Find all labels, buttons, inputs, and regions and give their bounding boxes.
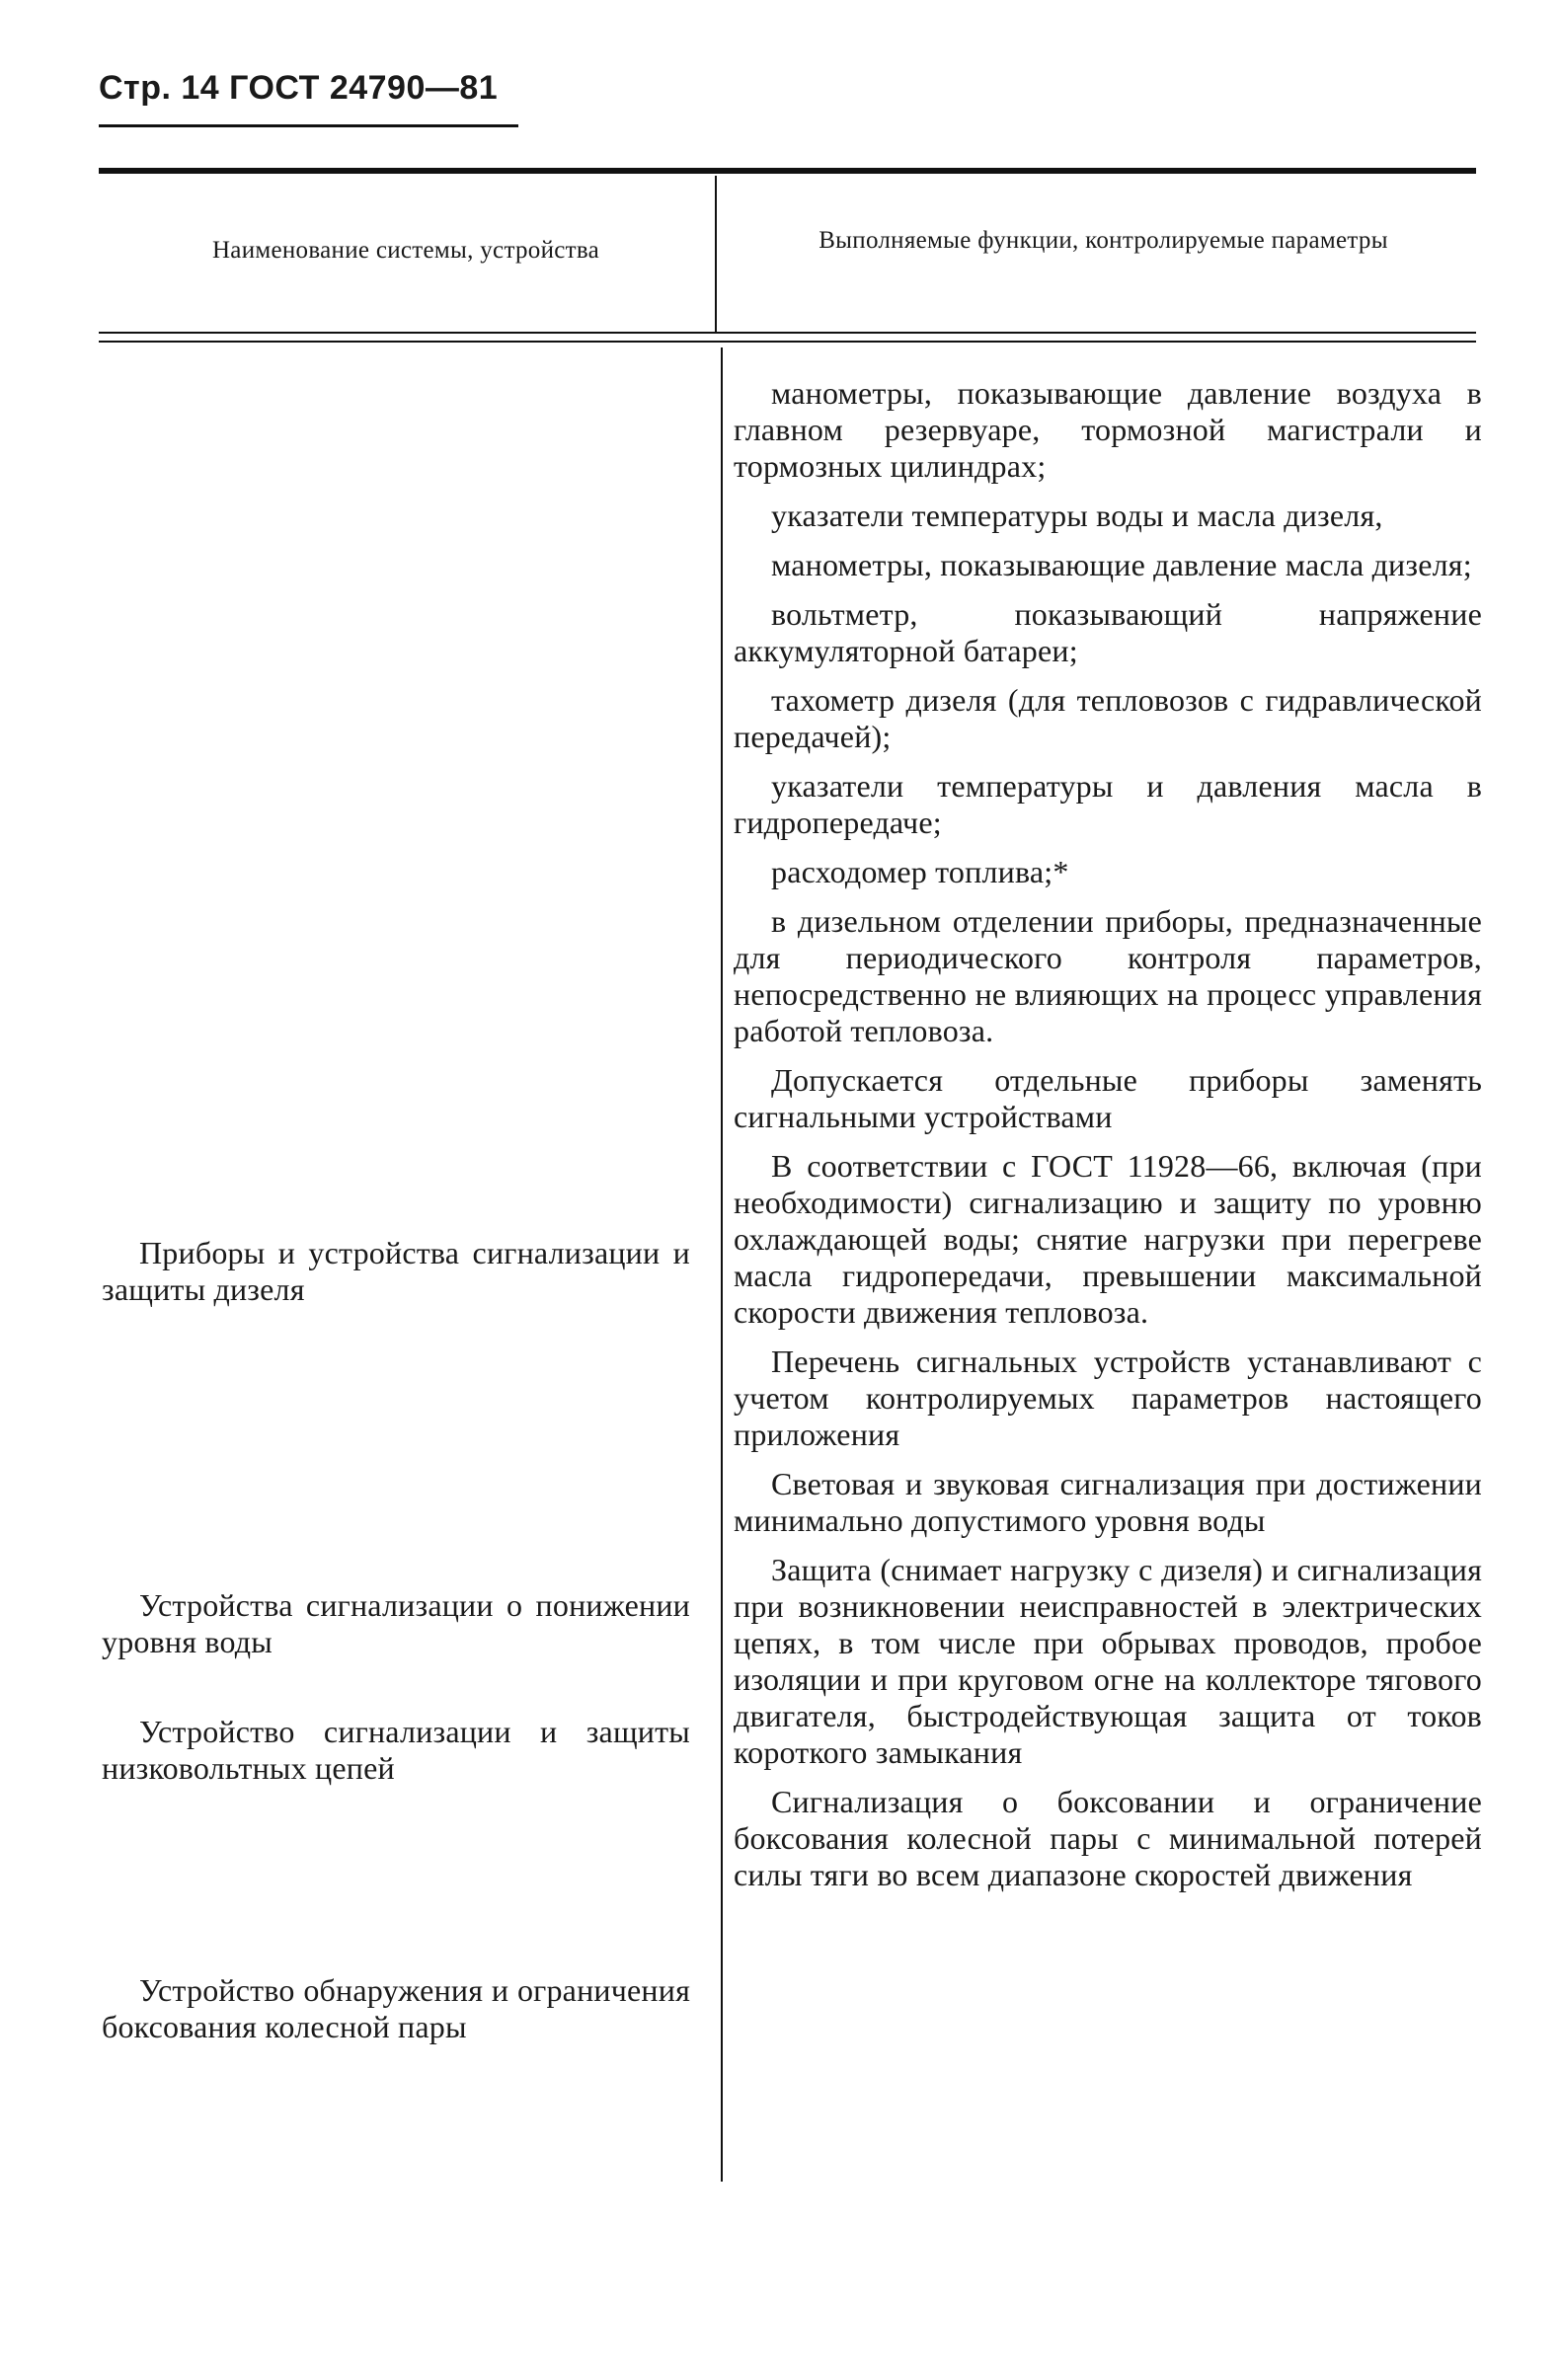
functions-column	[734, 375, 1482, 1906]
function-paragraph: указатели температуры воды и масла дизеля,	[771, 498, 1383, 533]
function-paragraph: тахометр дизеля (для тепловозов с гидравлической передачей);	[734, 682, 1482, 754]
system-name-low-voltage: Устройство сигнализации и защиты низковольтных цепей	[102, 1714, 690, 1786]
header-bottom-rule-double	[99, 341, 1476, 343]
function-paragraph: манометры, показывающие давление воздуха в главном резервуаре, тормозной магистрали и тормозных цилиндрах;	[734, 375, 1482, 484]
function-paragraph: Световая и звуковая сигнализация при достижении минимально допустимого уровня воды	[734, 1466, 1482, 1538]
column-header-system: Наименование системы, устройства	[211, 237, 600, 264]
table-top-rule	[99, 168, 1476, 174]
header-bottom-rule	[99, 332, 1476, 334]
function-paragraph: в дизельном отделении приборы, предназначенные для периодического контроля параметров, непосредственно не влияющих на процесс управления работой тепловоза.	[734, 903, 1482, 1048]
column-header-functions: Выполняемые функции, контролируемые параметры	[819, 227, 1388, 254]
function-paragraph: манометры, показывающие давление масла дизеля;	[771, 547, 1472, 582]
system-name-diesel-protection: Приборы и устройства сигнализации и защиты дизеля	[102, 1235, 690, 1307]
header-underline	[99, 124, 518, 127]
system-name-water-level: Устройства сигнализации о понижении уровня воды	[102, 1587, 690, 1659]
function-paragraph: указатели температуры и давления масла в гидропередаче;	[734, 768, 1482, 840]
function-paragraph: Допускается отдельные приборы заменять сигнальными устройствами	[734, 1062, 1482, 1134]
system-name-wheel-slip: Устройство обнаружения и ограничения боксования колесной пары	[102, 1972, 690, 2044]
page-header: Стр. 14 ГОСТ 24790—81	[99, 69, 499, 107]
function-paragraph: В соответствии с ГОСТ 11928—66, включая (при необходимости) сигнализацию и защиту по уровню охлаждающей воды; снятие нагрузки при перегреве масла гидропередачи, превышении максимальной скорости движения тепловоза.	[734, 1148, 1482, 1330]
function-paragraph: Сигнализация о боксовании и ограничение боксования колесной пары с минимальной потерей силы тяги во всем диапазоне скоростей движения	[734, 1784, 1482, 1892]
function-paragraph: расходомер топлива;*	[771, 854, 1069, 889]
body-column-divider	[721, 347, 723, 2182]
function-paragraph: Перечень сигнальных устройств устанавливают с учетом контролируемых параметров настоящего приложения	[734, 1344, 1482, 1452]
function-paragraph: Защита (снимает нагрузку с дизеля) и сигнализация при возникновении неисправностей в электрических цепях, в том числе при обрывах проводов, пробое изоляции и при круговом огне на коллекторе тягового двигателя, быстродействующая защита от токов короткого замыкания	[734, 1552, 1482, 1770]
function-paragraph: вольтметр, показывающий напряжение аккумуляторной батареи;	[734, 596, 1482, 668]
header-column-divider	[715, 176, 717, 332]
